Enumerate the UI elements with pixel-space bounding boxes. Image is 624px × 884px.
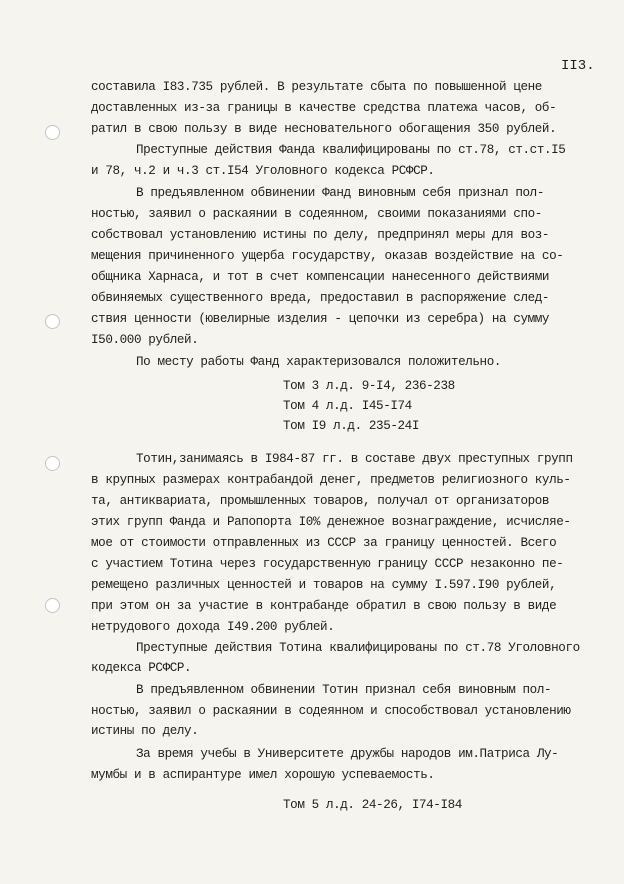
text-line: мумбы и в аспирантуре имел хорошую успеваемость. [91, 768, 435, 782]
text-line: с участием Тотина через государственную границу СССР незаконно пе- [91, 557, 564, 571]
text-line: По месту работы Фанд характеризовался положительно. [136, 355, 502, 369]
binder-hole-mark [45, 314, 60, 329]
binder-hole-mark [45, 125, 60, 140]
text-line: составила I83.735 рублей. В результате сбыта по повышенной цене [91, 80, 542, 94]
text-line: мое от стоимости отправленных из СССР за границу ценностей. Всего [91, 536, 557, 550]
text-line: ностью, заявил о раскаянии в содеянном и способствовал установлению [91, 704, 571, 718]
text-line: доставленных из-за границы в качестве средства платежа часов, об- [91, 101, 557, 115]
text-line: I50.000 рублей. [91, 333, 199, 347]
text-line: В предъявленном обвинении Тотин признал себя виновным пол- [136, 683, 552, 697]
binder-hole-mark [45, 598, 60, 613]
text-line: собствовал установлению истины по делу, предпринял меры для воз- [91, 228, 550, 242]
text-line: при этом он за участие в контрабанде обратил в свою пользу в виде [91, 599, 557, 613]
text-line: ратил в свою пользу в виде несновательного обогащения 350 рублей. [91, 122, 557, 136]
text-line: Тотин,занимаясь в I984-87 гг. в составе двух преступных групп [136, 452, 573, 466]
page-number: II3. [561, 58, 595, 74]
text-line: Том I9 л.д. 235-24I [283, 419, 419, 433]
text-line: ностью, заявил о раскаянии в содеянном, своими показаниями спо- [91, 207, 542, 221]
text-line: мещения причиненного ущерба государству, оказав воздействие на со- [91, 249, 564, 263]
text-line: истины по делу. [91, 724, 199, 738]
text-line: и 78, ч.2 и ч.3 ст.I54 Уголовного кодекса РСФСР. [91, 164, 435, 178]
text-line: ствия ценности (ювелирные изделия - цепочки из серебра) на сумму [91, 312, 550, 326]
text-line: Том 5 л.д. 24-26, I74-I84 [283, 798, 462, 812]
text-line: За время учебы в Университете дружбы народов им.Патриса Лу- [136, 747, 559, 761]
text-line: в крупных размерах контрабандой денег, предметов религиозного куль- [91, 473, 571, 487]
text-line: В предъявленном обвинении Фанд виновным себя признал пол- [136, 186, 544, 200]
text-line: нетрудового дохода I49.200 рублей. [91, 620, 335, 634]
binder-hole-mark [45, 456, 60, 471]
text-line: Преступные действия Фанда квалифицированы по ст.78, ст.ст.I5 [136, 143, 566, 157]
text-line: ремещено различных ценностей и товаров на сумму I.597.I90 рублей, [91, 578, 557, 592]
text-line: та, антиквариата, промышленных товаров, получал от организаторов [91, 494, 550, 508]
text-line: кодекса РСФСР. [91, 661, 192, 675]
text-line: Преступные действия Тотина квалифицированы по ст.78 Уголовного [136, 641, 580, 655]
text-line: Том 3 л.д. 9-I4, 236-238 [283, 379, 455, 393]
text-line: общника Харнаса, и тот в счет компенсации нанесенного действиями [91, 270, 550, 284]
text-line: Том 4 л.д. I45-I74 [283, 399, 412, 413]
text-line: этих групп Фанда и Рапопорта I0% денежное вознаграждение, исчисляе- [91, 515, 571, 529]
text-line: обвиняемых существенного вреда, предоставил в распоряжение след- [91, 291, 550, 305]
